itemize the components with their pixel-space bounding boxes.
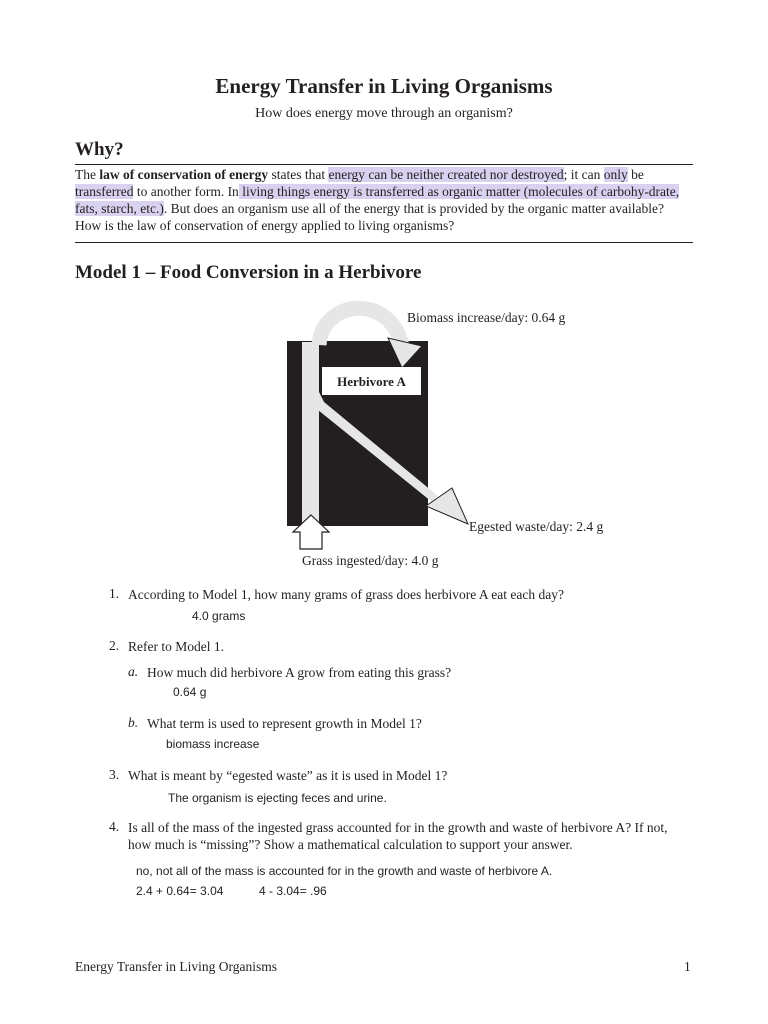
grass-label: Grass ingested/day: 4.0 g	[302, 553, 439, 568]
herbivore-label: Herbivore A	[337, 374, 406, 389]
why-text-segment: to another form. In	[133, 184, 239, 199]
biomass-label: Biomass increase/day: 0.64 g	[407, 310, 566, 325]
answer-4-line1[interactable]: no, not all of the mass is accounted for in the growth and waste of herbivore A.	[136, 864, 553, 878]
divider-bottom	[75, 242, 693, 243]
page-subtitle: How does energy move through an organism?	[255, 106, 513, 121]
why-text-segment: . But does an organism use all of the energy that is provided by the organic matter available? How is the law of conservation of energy applied to living organisms?	[75, 201, 664, 233]
highlight: only	[603, 167, 628, 182]
why-text-segment: The	[75, 167, 100, 182]
question-number: 2.	[109, 638, 120, 653]
highlight: energy can be neither created nor destroyed	[328, 167, 564, 182]
question-letter: a.	[128, 664, 139, 679]
answer-4-calc1[interactable]: 2.4 + 0.64= 3.04	[136, 884, 224, 898]
page-number: 1	[684, 959, 691, 974]
why-paragraph	[75, 166, 693, 234]
answer-2a[interactable]: 0.64 g	[173, 685, 207, 699]
food-conversion-diagram	[0, 290, 768, 560]
why-heading: Why?	[75, 139, 124, 160]
energy-flow-column	[302, 342, 319, 526]
answer-4-calc2[interactable]: 4 - 3.04= .96	[259, 884, 327, 898]
question-4-text: Is all of the mass of the ingested grass accounted for in the growth and waste of herbivore A? If not, how much is “missing”? Show a mathematical calculation to support your answer.	[128, 820, 668, 852]
egested-label: Egested waste/day: 2.4 g	[469, 519, 604, 534]
why-bold-term: law of conservation of energy	[99, 167, 269, 182]
footer-title: Energy Transfer in Living Organisms	[75, 959, 277, 974]
highlight: transferred	[75, 184, 134, 199]
question-letter: b.	[128, 715, 139, 730]
question-2b-text: What term is used to represent growth in Model 1?	[147, 716, 422, 731]
why-text-segment: be	[627, 167, 644, 182]
highlight: living things energy is transferred as organic matter (molecules of carbohy-drate, fats, starch, etc.)	[75, 184, 680, 216]
answer-3[interactable]: The organism is ejecting feces and urine.	[168, 791, 387, 805]
question-number: 4.	[109, 819, 120, 834]
question-3-text: What is meant by “egested waste” as it is used in Model 1?	[128, 768, 448, 783]
divider-top	[75, 164, 693, 165]
page-title: Energy Transfer in Living Organisms	[215, 74, 553, 98]
question-number: 3.	[109, 767, 120, 782]
why-text-segment: ; it can	[563, 167, 604, 182]
why-text-segment: states that	[268, 167, 329, 182]
model-heading: Model 1 – Food Conversion in a Herbivore	[75, 262, 422, 283]
answer-1[interactable]: 4.0 grams	[192, 609, 246, 623]
question-1-text: According to Model 1, how many grams of grass does herbivore A eat each day?	[128, 587, 565, 602]
question-2-text: Refer to Model 1.	[128, 639, 224, 654]
answer-2b[interactable]: biomass increase	[166, 737, 260, 751]
question-2a-text: How much did herbivore A grow from eating this grass?	[147, 665, 452, 680]
question-number: 1.	[109, 586, 120, 601]
